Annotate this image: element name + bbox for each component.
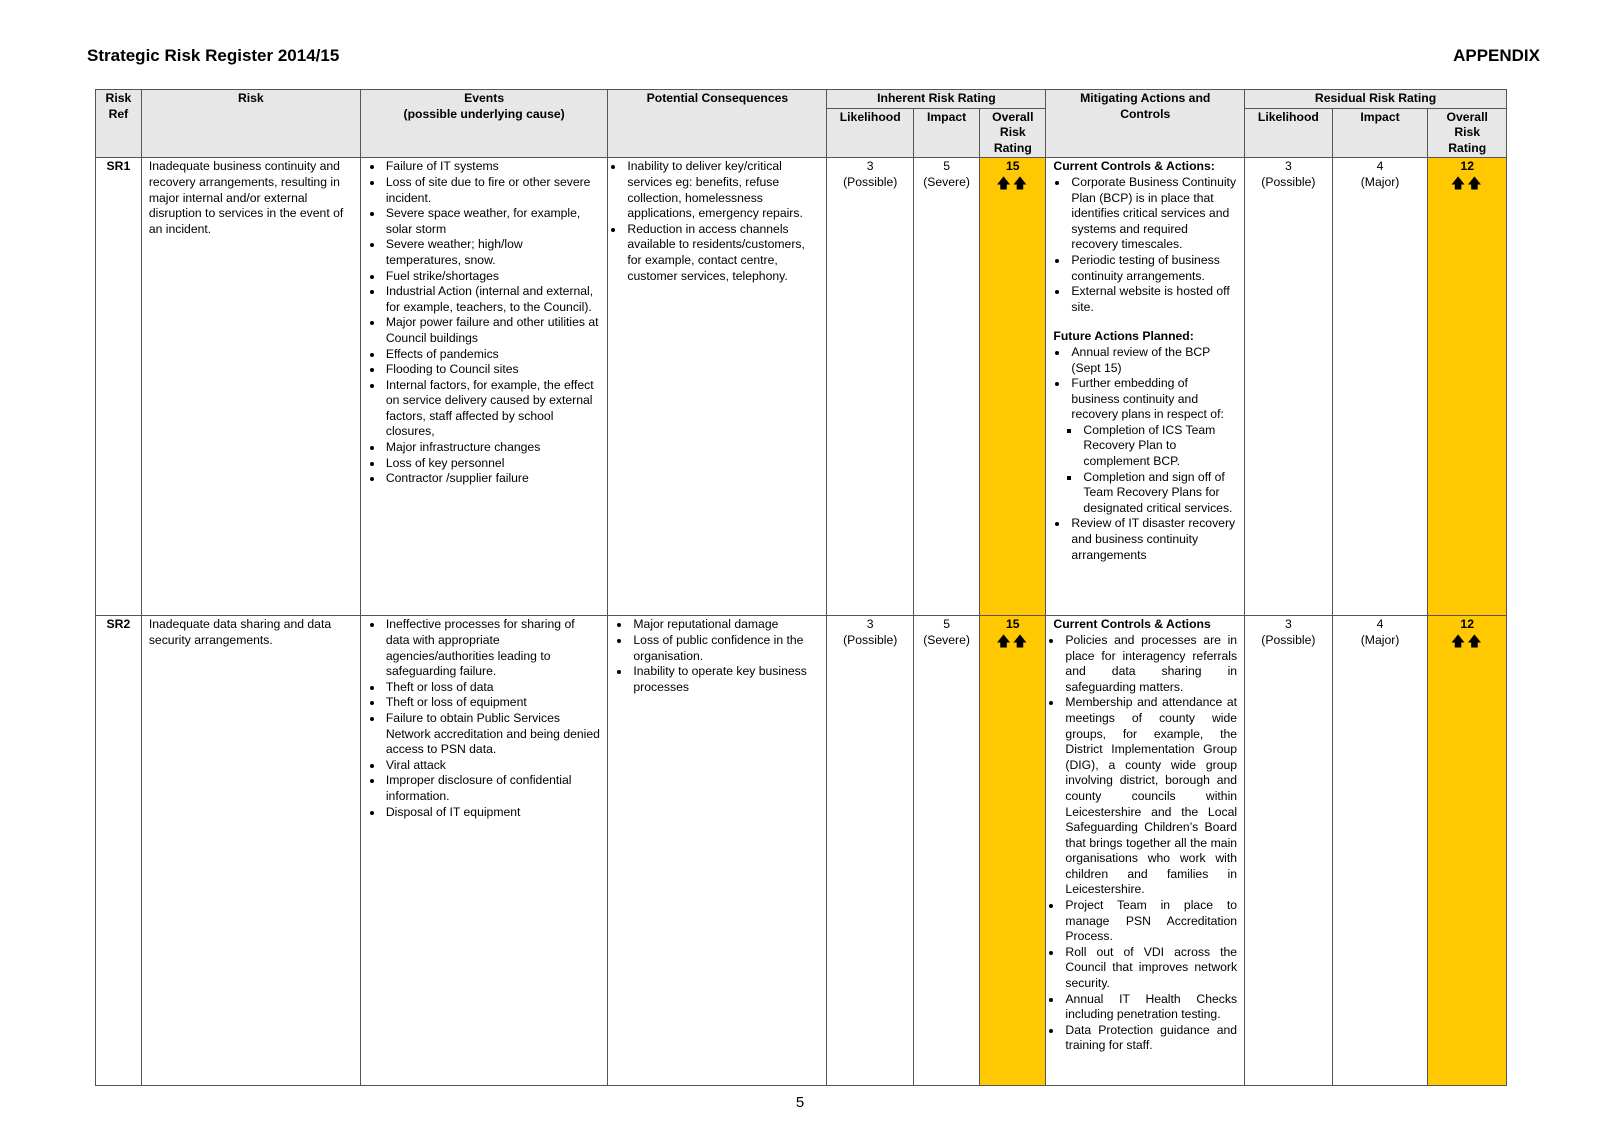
list-item: • Inability to operate key business processes	[631, 664, 819, 695]
page-number: 5	[795, 1094, 805, 1111]
risk-register-table	[95, 89, 1507, 1086]
list-item: • Inability to deliver key/critical services eg: benefits, refuse collection, homelessness applications, emergency repairs.	[625, 159, 819, 221]
header-inherent-overall: Overall Risk Rating	[980, 108, 1046, 158]
list-item: • Corporate Business Continuity Plan (BCP) is in place that identifies critical services and systems and required recovery timescales.	[1069, 175, 1237, 253]
inherent-impact: 5 (Severe)	[913, 616, 979, 1086]
consequences-cell	[608, 158, 827, 616]
list-item: • Internal factors, for example, the effect on service delivery caused by external factors, staff affected by school closures,	[384, 378, 601, 440]
current-controls-heading: Current Controls & Actions:	[1053, 159, 1215, 174]
list-item: • Roll out of VDI across the Council that improves network security.	[1063, 945, 1237, 992]
list-item: • Contractor /supplier failure	[384, 471, 601, 487]
inherent-overall: 15 🡅🡅	[980, 616, 1046, 1086]
residual-impact: 4 (Major)	[1332, 616, 1428, 1086]
future-actions-heading: Future Actions Planned:	[1053, 329, 1194, 344]
list-item: ▪ Completion of ICS Team Recovery Plan to complement BCP.	[1081, 423, 1237, 470]
inherent-likelihood: 3 (Possible)	[827, 616, 914, 1086]
header-consequences: Potential Consequences	[608, 90, 827, 158]
list-item: • Severe space weather, for example, solar storm	[384, 206, 601, 237]
list-item: • Fuel strike/shortages	[384, 269, 601, 285]
list-item: • Ineffective processes for sharing of data with appropriate agencies/authorities leading to safeguarding failure.	[384, 617, 601, 679]
list-item: • Loss of site due to fire or other severe incident.	[384, 175, 601, 206]
header-risk-ref: Risk Ref	[96, 90, 142, 158]
list-item: • Major infrastructure changes	[384, 440, 601, 456]
header-residual-overall: Overall Risk Rating	[1428, 108, 1507, 158]
risk-ref: SR2	[96, 616, 142, 1086]
header-residual-impact: Impact	[1332, 108, 1428, 158]
list-item: • Major power failure and other utilities at Council buildings	[384, 315, 601, 346]
header-residual-rating: Residual Risk Rating	[1245, 90, 1507, 109]
list-item: • Annual IT Health Checks including penetration testing.	[1063, 992, 1237, 1023]
list-item: • Flooding to Council sites	[384, 362, 601, 378]
list-item: • Failure to obtain Public Services Network accreditation and being denied access to PSN data.	[384, 711, 601, 758]
arrow-up-icon: 🡅🡅	[996, 174, 1030, 191]
arrow-up-icon: 🡅🡅	[1450, 174, 1484, 191]
list-item: • Loss of public confidence in the organisation.	[631, 633, 819, 664]
list-item: • External website is hosted off site.	[1069, 284, 1237, 315]
arrow-up-icon: 🡅🡅	[996, 632, 1030, 649]
list-item: • Failure of IT systems	[384, 159, 601, 175]
list-item: • Viral attack	[384, 758, 601, 774]
residual-likelihood: 3 (Possible)	[1245, 616, 1333, 1086]
table-row	[96, 616, 1507, 1086]
residual-overall: 12 🡅🡅	[1428, 616, 1507, 1086]
list-item: • Disposal of IT equipment	[384, 805, 601, 821]
mitigating-cell	[1046, 616, 1245, 1086]
inherent-impact: 5 (Severe)	[913, 158, 979, 616]
current-controls-heading: Current Controls & Actions	[1053, 617, 1211, 632]
list-item: • Theft or loss of equipment	[384, 695, 601, 711]
appendix-label: APPENDIX	[1453, 46, 1540, 65]
inherent-likelihood: 3 (Possible)	[827, 158, 914, 616]
document-title: Strategic Risk Register 2014/15	[87, 46, 340, 65]
list-item: • Reduction in access channels available to residents/customers, for example, contact centre, customer services, telephony.	[625, 222, 819, 284]
risk-description: Inadequate data sharing and data security arrangements.	[141, 616, 360, 1086]
arrow-up-icon: 🡅🡅	[1450, 632, 1484, 649]
list-item: • Periodic testing of business continuity arrangements.	[1069, 253, 1237, 284]
list-item: • Further embedding of business continuity and recovery plans in respect of: ▪ Completion of ICS Team Recovery Plan to complement BCP. ▪ Completion and sign off of Team Recovery Plans for designated critical services.	[1069, 376, 1237, 516]
header-mitigating: Mitigating Actions and Controls	[1046, 90, 1245, 158]
list-item: • Theft or loss of data	[384, 680, 601, 696]
list-item: • Review of IT disaster recovery and business continuity arrangements	[1069, 516, 1237, 563]
residual-impact: 4 (Major)	[1332, 158, 1428, 616]
list-item: • Data Protection guidance and training for staff.	[1063, 1023, 1237, 1054]
list-item: • Industrial Action (internal and external, for example, teachers, to the Council).	[384, 284, 601, 315]
risk-description: Inadequate business continuity and recovery arrangements, resulting in major internal and/or external disruption to services in the event of an incident.	[141, 158, 360, 616]
header-inherent-rating: Inherent Risk Rating	[827, 90, 1046, 109]
list-item: • Membership and attendance at meetings of county wide groups, for example, the District Implementation Group (DIG), a county wide group involving district, borough and county councils within Leicestershire and the Local Safeguarding Children’s Board that brings together all the main organisations who work with children and families in Leicestershire.	[1063, 695, 1237, 898]
events-cell	[360, 158, 608, 616]
inherent-overall: 15 🡅🡅	[980, 158, 1046, 616]
residual-overall: 12 🡅🡅	[1428, 158, 1507, 616]
list-item: • Annual review of the BCP (Sept 15)	[1069, 345, 1237, 376]
risk-ref: SR1	[96, 158, 142, 616]
residual-likelihood: 3 (Possible)	[1245, 158, 1333, 616]
header-inherent-likelihood: Likelihood	[827, 108, 914, 158]
header-risk: Risk	[141, 90, 360, 158]
list-item: ▪ Completion and sign off of Team Recovery Plans for designated critical services.	[1081, 470, 1237, 517]
consequences-cell	[608, 616, 827, 1086]
list-item: • Project Team in place to manage PSN Accreditation Process.	[1063, 898, 1237, 945]
list-item: • Improper disclosure of confidential information.	[384, 773, 601, 804]
events-cell	[360, 616, 608, 1086]
list-item: • Policies and processes are in place for interagency referrals and data sharing in safeguarding matters.	[1063, 633, 1237, 695]
header-residual-likelihood: Likelihood	[1245, 108, 1333, 158]
table-row	[96, 158, 1507, 616]
list-item: • Severe weather; high/low temperatures, snow.	[384, 237, 601, 268]
header-events: Events (possible underlying cause)	[360, 90, 608, 158]
list-item: • Major reputational damage	[631, 617, 819, 633]
header-inherent-impact: Impact	[913, 108, 979, 158]
list-item: • Effects of pandemics	[384, 347, 601, 363]
mitigating-cell	[1046, 158, 1245, 616]
list-item: • Loss of key personnel	[384, 456, 601, 472]
